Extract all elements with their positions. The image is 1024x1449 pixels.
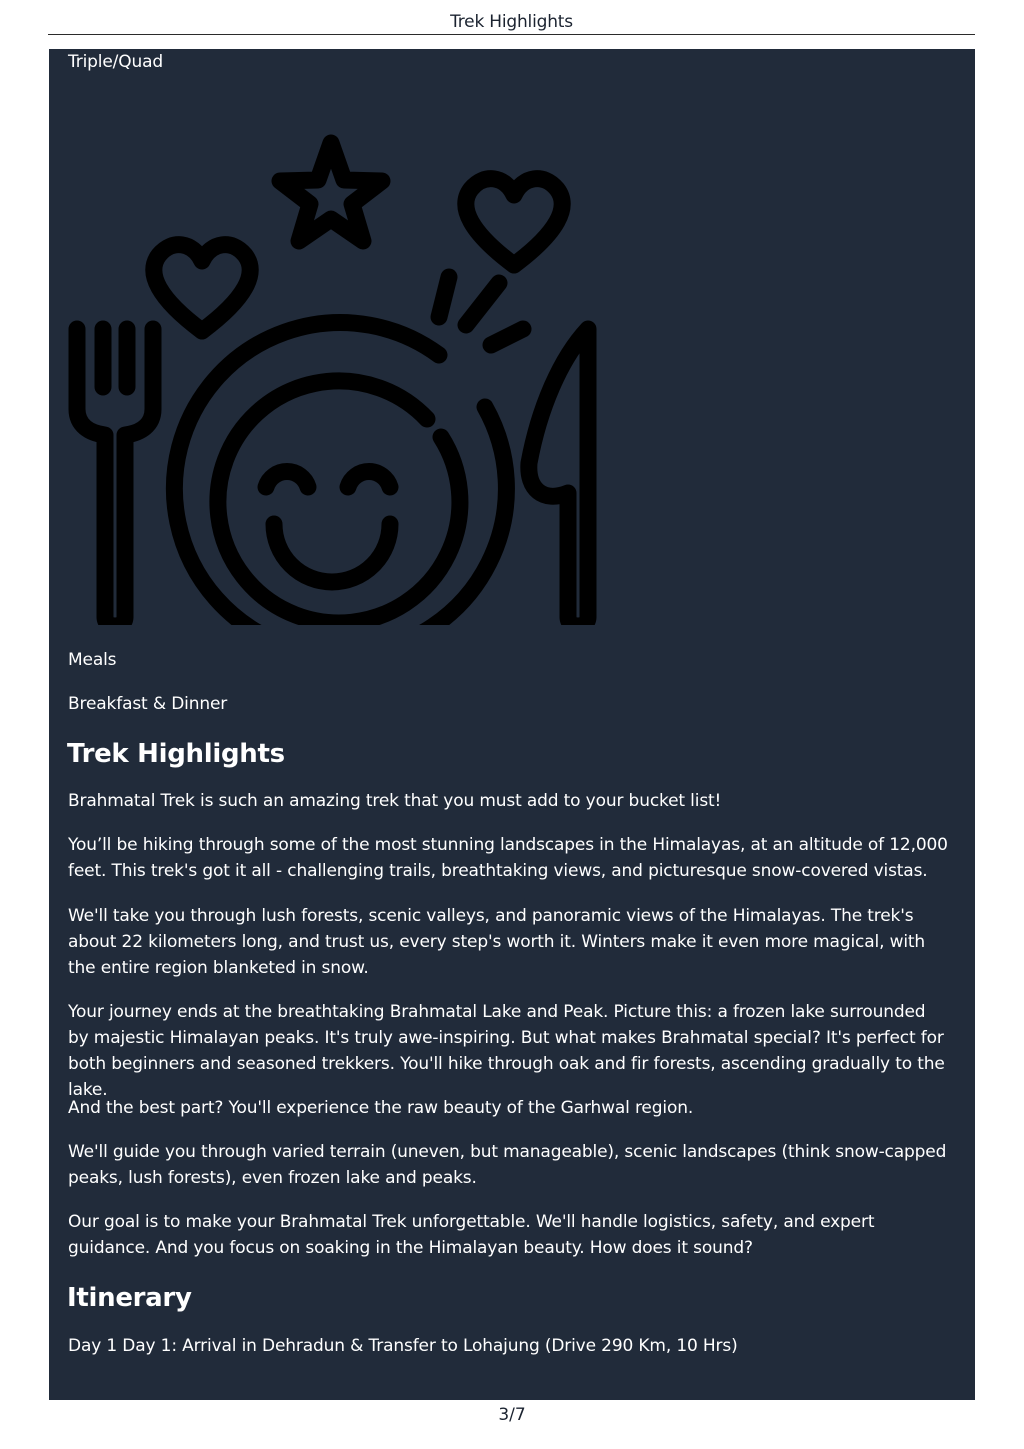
highlights-paragraph-1: Brahmatal Trek is such an amazing trek that you must add to your bucket list! <box>68 791 722 811</box>
meals-label: Meals <box>68 650 117 670</box>
itinerary-day-1: Day 1 Day 1: Arrival in Dehradun & Transfer to Lohajung (Drive 290 Km, 10 Hrs) <box>68 1336 738 1356</box>
highlights-paragraph-7: Our goal is to make your Brahmatal Trek unforgettable. We'll handle logistics, safety, and expert guidance. And you focus on soaking in the Himalayan beauty. How does it sound? <box>68 1212 875 1258</box>
highlights-heading: Trek Highlights <box>67 739 285 769</box>
itinerary-heading: Itinerary <box>67 1283 192 1313</box>
knife-icon <box>529 329 588 625</box>
star-icon <box>280 143 382 241</box>
meal-icon <box>67 91 601 625</box>
heart-icon-right <box>466 179 562 265</box>
content-panel <box>49 49 975 1400</box>
page-header-title: Trek Highlights <box>48 0 975 35</box>
sparkle-line-1 <box>439 277 449 317</box>
highlights-paragraph-2: You’ll be hiking through some of the most stunning landscapes in the Himalayas, at an altitude of 12,000 feet. This trek's got it all - challenging trails, breathtaking views, and picturesque snow-covered vistas. <box>68 835 948 881</box>
meals-value: Breakfast & Dinner <box>68 694 228 714</box>
highlights-paragraph-4: Your journey ends at the breathtaking Brahmatal Lake and Peak. Picture this: a frozen lake surrounded by majestic Himalayan peaks. It's truly awe-inspiring. But what makes Brahmatal special? It's perfect for both beginners and seasoned trekkers. You'll hike through oak and fir forests, ascending gradually to the lake. <box>68 1002 945 1100</box>
right-eye <box>348 472 390 487</box>
left-eye <box>266 472 308 487</box>
accommodation-value: Triple/Quad <box>68 52 164 72</box>
heart-icon-left <box>154 245 250 331</box>
highlights-paragraph-3: We'll take you through lush forests, scenic valleys, and panoramic views of the Himalayas. The trek's about 22 kilometers long, and trust us, every step's worth it. Winters make it even more magical, with the entire region blanketed in snow. <box>68 906 926 978</box>
sparkle-line-2 <box>466 283 499 325</box>
fork-icon <box>77 329 153 625</box>
highlights-paragraph-6: We'll guide you through varied terrain (uneven, but manageable), scenic landscapes (think snow-capped peaks, lush forests), even frozen lake and peaks. <box>68 1142 947 1188</box>
page-number: 3/7 <box>498 1405 526 1425</box>
smile <box>274 524 390 582</box>
sparkle-line-3 <box>491 329 523 345</box>
highlights-paragraph-5: And the best part? You'll experience the raw beauty of the Garhwal region. <box>68 1098 694 1118</box>
